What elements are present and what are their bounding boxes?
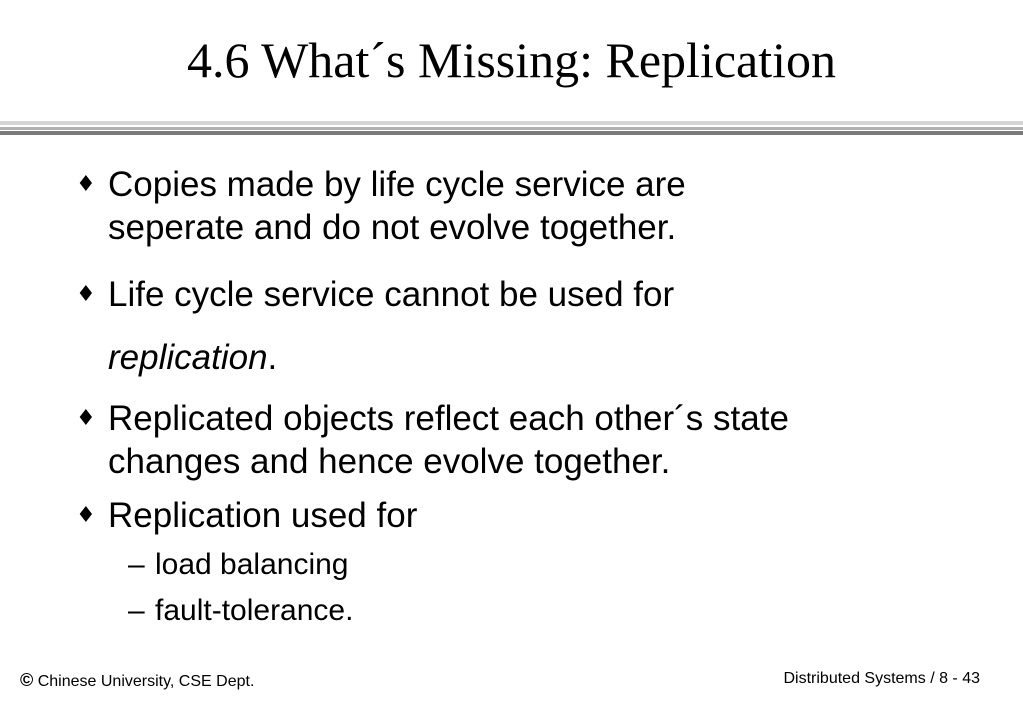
bullet-line: Replication used for xyxy=(108,496,418,535)
slide-title: 4.6 What´s Missing: Replication xyxy=(186,32,837,88)
divider-band-dark xyxy=(0,131,1023,135)
sub-bullet-text: fault-tolerance. xyxy=(155,594,354,627)
sub-bullet-text: load balancing xyxy=(155,548,349,581)
bullet-line: Copies made by life cycle service are xyxy=(108,165,686,204)
divider-band-mid xyxy=(0,127,1023,130)
title-divider xyxy=(0,121,1023,137)
diamond-bullet-icon: ♦ xyxy=(76,282,96,307)
bullet-line: changes and hence evolve together. xyxy=(108,442,671,481)
bullet-line: Life cycle service cannot be used for xyxy=(108,275,675,314)
divider-band-light xyxy=(0,121,1023,125)
punctuation: . xyxy=(267,338,278,377)
bullet-text xyxy=(108,163,686,249)
footer-page-info: Distributed Systems / 8 - 43 xyxy=(783,670,980,687)
bullet-line: Replicated objects reflect each other´s state xyxy=(108,399,789,438)
bullet-text xyxy=(108,397,789,483)
diamond-bullet-icon: ♦ xyxy=(76,406,96,431)
bullet-line: seperate and do not evolve together. xyxy=(108,208,677,247)
footer-organization: Chinese University, CSE Dept. xyxy=(37,673,255,690)
diamond-bullet-icon: ♦ xyxy=(76,503,96,528)
copyright-icon: © xyxy=(20,670,34,690)
bullet-line xyxy=(108,336,674,379)
bullet-text xyxy=(108,273,674,379)
diamond-bullet-icon: ♦ xyxy=(76,172,96,197)
dash-bullet-icon: – xyxy=(128,594,145,627)
footer-copyright xyxy=(20,670,254,692)
dash-bullet-icon: – xyxy=(128,548,145,581)
bullet-text xyxy=(108,494,417,537)
emphasis-text: replication xyxy=(108,338,268,377)
